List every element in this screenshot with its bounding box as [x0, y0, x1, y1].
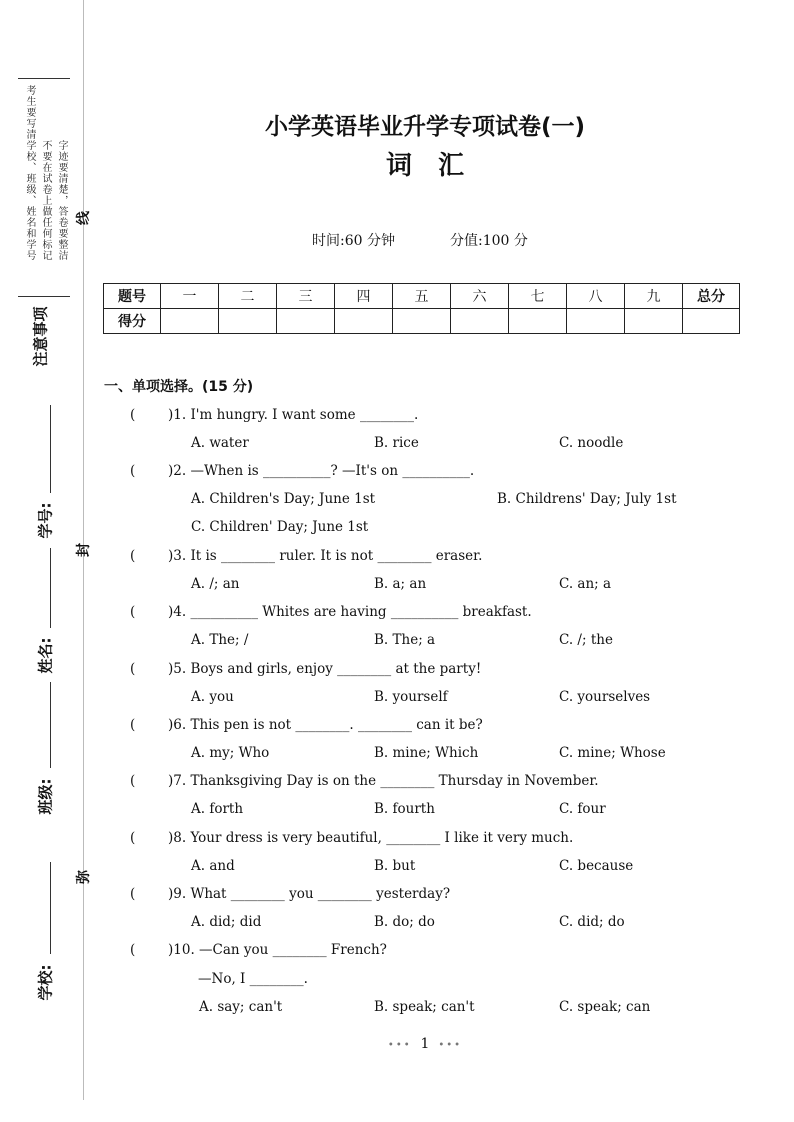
page-title: 小学英语毕业升学专项试卷(一) — [264, 114, 586, 140]
question-2-stem: )2. —When is __________? —It's on __________. — [168, 463, 475, 479]
question-5-option-b: B. yourself — [374, 689, 448, 705]
question-4-option-b: B. The; a — [374, 632, 436, 648]
score-col-total: 总分 — [683, 284, 740, 309]
page-subtitle: 词 汇 — [385, 151, 464, 181]
question-7-option-a: A. forth — [191, 801, 244, 817]
question-8-option-b: B. but — [374, 858, 416, 874]
score-col-1: 一 — [161, 284, 219, 309]
question-9-option-a: A. did; did — [191, 914, 262, 930]
answer-paren[interactable]: ( — [130, 548, 136, 564]
question-10-option-a: A. say; can't — [199, 999, 283, 1015]
question-7-option-c: C. four — [559, 801, 606, 817]
question-3-option-a: A. /; an — [191, 576, 240, 592]
question-1-stem: )1. I'm hungry. I want some ________. — [168, 407, 419, 423]
answer-paren[interactable]: ( — [130, 886, 136, 902]
question-9-stem: )9. What ________ you ________ yesterday? — [168, 886, 451, 902]
question-7-stem: )7. Thanksgiving Day is on the ________ Thursday in November. — [168, 773, 599, 789]
score-col-9: 九 — [625, 284, 683, 309]
question-1-option-c: C. noodle — [559, 435, 624, 451]
field-name-line — [50, 548, 51, 628]
field-school-label: 学校: — [36, 964, 55, 1001]
question-10-stem-reply: —No, I ________. — [198, 971, 308, 987]
seal-char-3: 线 — [76, 211, 92, 225]
score-cell[interactable] — [451, 309, 509, 334]
page-number: 1 — [420, 1036, 430, 1052]
score-col-4: 四 — [335, 284, 393, 309]
score-cell[interactable] — [567, 309, 625, 334]
score-cell[interactable] — [219, 309, 277, 334]
question-2-option-c: C. Children' Day; June 1st — [191, 519, 369, 535]
score-cell[interactable] — [161, 309, 219, 334]
score-table-header-row — [104, 284, 740, 309]
field-id-line — [50, 405, 51, 493]
question-6-option-a: A. my; Who — [191, 745, 270, 761]
question-4-option-a: A. The; / — [191, 632, 249, 648]
seal-char-2: 封 — [76, 543, 92, 557]
notice-line-3: 字迹要清楚，答卷要整洁 — [56, 140, 67, 261]
question-1-option-a: A. water — [191, 435, 249, 451]
question-2-option-b: B. Childrens' Day; July 1st — [497, 491, 677, 507]
question-3-option-b: B. a; an — [374, 576, 427, 592]
score-cell[interactable] — [625, 309, 683, 334]
answer-paren[interactable]: ( — [130, 661, 136, 677]
exam-score: 分值:100 分 — [450, 233, 528, 249]
question-9-option-b: B. do; do — [374, 914, 435, 930]
answer-paren[interactable]: ( — [130, 717, 136, 733]
question-10-stem: )10. —Can you ________ French? — [168, 942, 387, 958]
question-10-option-c: C. speak; can — [559, 999, 651, 1015]
notice-box-top — [18, 78, 70, 79]
question-2-option-a: A. Children's Day; June 1st — [191, 491, 376, 507]
answer-paren[interactable]: ( — [130, 407, 136, 423]
field-class-line — [50, 682, 51, 768]
score-cell[interactable] — [509, 309, 567, 334]
question-3-option-c: C. an; a — [559, 576, 612, 592]
score-cell[interactable] — [393, 309, 451, 334]
score-col-7: 七 — [509, 284, 567, 309]
question-1-option-b: B. rice — [374, 435, 419, 451]
notice-box-bottom — [18, 296, 70, 297]
score-cell[interactable] — [683, 309, 740, 334]
score-cell[interactable] — [277, 309, 335, 334]
answer-paren[interactable]: ( — [130, 463, 136, 479]
question-7-option-b: B. fourth — [374, 801, 435, 817]
answer-paren[interactable]: ( — [130, 830, 136, 846]
notice-title: 注意事项 — [31, 306, 50, 367]
score-col-8: 八 — [567, 284, 625, 309]
notice-line-1: 考生要写清学校、班级、姓名和学号 — [24, 85, 35, 261]
question-6-option-b: B. mine; Which — [374, 745, 479, 761]
exam-time: 时间:60 分钟 — [312, 233, 395, 249]
footer-dots-right: ••• — [438, 1040, 463, 1051]
field-id-label: 学号: — [36, 502, 55, 539]
answer-paren[interactable]: ( — [130, 604, 136, 620]
score-table-label-number: 题号 — [104, 284, 161, 309]
field-class-label: 班级: — [36, 778, 55, 815]
question-4-option-c: C. /; the — [559, 632, 613, 648]
question-6-option-c: C. mine; Whose — [559, 745, 666, 761]
field-school-line — [50, 862, 51, 954]
question-4-stem: )4. __________ Whites are having __________ breakfast. — [168, 604, 532, 620]
question-5-option-a: A. you — [191, 689, 234, 705]
notice-line-2: 不要在试卷上做任何标记 — [40, 140, 51, 261]
question-8-option-c: C. because — [559, 858, 634, 874]
question-9-option-c: C. did; do — [559, 914, 625, 930]
section-heading: 一、单项选择。(15 分) — [104, 379, 254, 395]
page-footer — [0, 1036, 794, 1052]
question-3-stem: )3. It is ________ ruler. It is not ________ eraser. — [168, 548, 483, 564]
score-table-score-row — [104, 309, 740, 334]
question-6-stem: )6. This pen is not ________. ________ can it be? — [168, 717, 483, 733]
question-8-stem: )8. Your dress is very beautiful, ________ I like it very much. — [168, 830, 574, 846]
score-cell[interactable] — [335, 309, 393, 334]
field-name-label: 姓名: — [36, 637, 55, 674]
seal-char-1: 弥 — [76, 870, 92, 884]
score-col-3: 三 — [277, 284, 335, 309]
answer-paren[interactable]: ( — [130, 773, 136, 789]
footer-dots-left: ••• — [387, 1040, 412, 1051]
question-5-option-c: C. yourselves — [559, 689, 651, 705]
score-table — [103, 283, 740, 334]
question-10-option-b: B. speak; can't — [374, 999, 475, 1015]
question-8-option-a: A. and — [191, 858, 235, 874]
answer-paren[interactable]: ( — [130, 942, 136, 958]
score-col-6: 六 — [451, 284, 509, 309]
score-col-5: 五 — [393, 284, 451, 309]
score-table-label-score: 得分 — [104, 309, 161, 334]
score-col-2: 二 — [219, 284, 277, 309]
question-5-stem: )5. Boys and girls, enjoy ________ at the party! — [168, 661, 482, 677]
